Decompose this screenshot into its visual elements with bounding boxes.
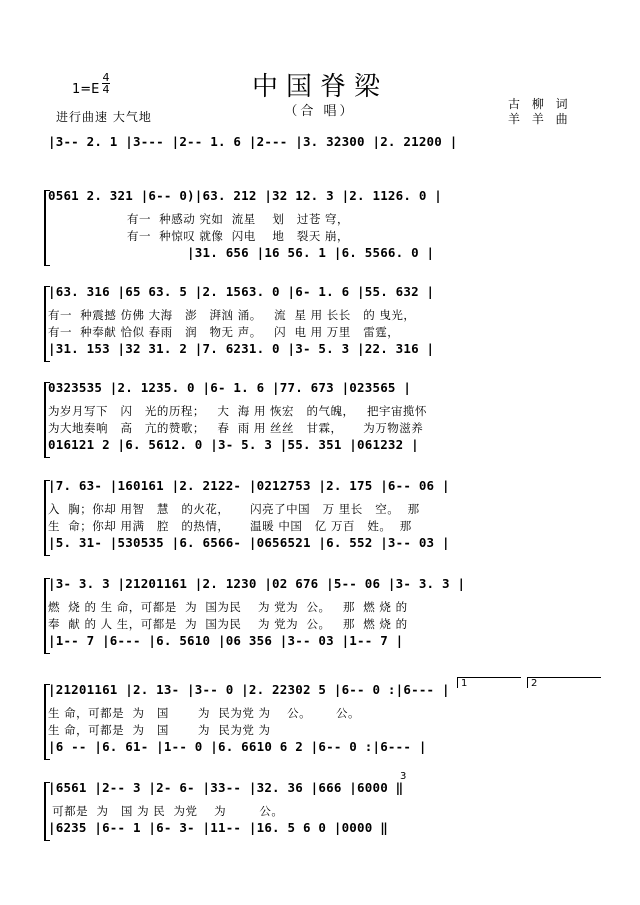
- composer-credit: 羊 羊 曲: [508, 112, 572, 126]
- key-signature: 1=E: [72, 82, 100, 97]
- lyric-line: 有一 种震撼 仿佛 大海 澎 湃汹 涌。 流 星 用 长长 的 曳光，: [48, 308, 416, 322]
- time-bottom: 4: [102, 83, 110, 96]
- notation-line: |31. 153 |32 31. 2 |7. 6231. 0 |3- 5. 3 |22. 316 |: [48, 341, 435, 356]
- notation-line: |6235 |6-- 1 |6- 3- |11-- |16. 5 6 0 |0000 ‖: [48, 820, 388, 835]
- system-brace: [44, 782, 50, 841]
- volta-second: 2: [527, 677, 601, 688]
- notation-line: |7. 63- |160161 |2. 2122- |0212753 |2. 175 |6-- 06 |: [48, 478, 450, 493]
- system-brace: [44, 190, 50, 266]
- lyric-line: 燃 烧 的 生 命，可都是 为 国为民 为 党为 公。 那 燃 烧 的: [48, 600, 408, 614]
- time-signature: [102, 72, 110, 95]
- lyric-line: 为岁月写下 闪 光的历程； 大 海 用 恢宏 的气魄， 把宇宙揽怀: [48, 404, 427, 418]
- system-brace: [44, 382, 50, 458]
- tempo-marking: 进行曲速 大气地: [56, 110, 152, 124]
- notation-line: |6 -- |6. 61- |1-- 0 |6. 6610 6 2 |6-- 0 :|6--- |: [48, 739, 427, 754]
- lyric-line: 入 胸；你却 用智 慧 的火花， 闪亮了中国 万 里长 空。 那: [48, 502, 420, 516]
- notation-line: |21201161 |2. 13- |3-- 0 |2. 22302 5 |6-- 0 :|6--- |: [48, 682, 450, 697]
- system-brace: [44, 578, 50, 654]
- lyric-line: 可都是 为 国 为 民 为党 为 公。: [48, 804, 284, 818]
- volta-first: 1: [457, 677, 521, 688]
- lyric-line: 生 命；你却 用满 腔 的热情， 温暖 中国 亿 万百 姓。 那: [48, 519, 412, 533]
- notation-line: |5. 31- |530535 |6. 6566- |0656521 |6. 552 |3-- 03 |: [48, 535, 450, 550]
- lyricist-credit: 古 柳 词: [508, 97, 572, 111]
- notation-line: |1-- 7 |6--- |6. 5610 |06 356 |3-- 03 |1-- 7 |: [48, 633, 404, 648]
- lyric-line: 为大地奏响 高 亢的赞歌； 春 雨 用 丝丝 甘霖， 为万物滋养: [48, 421, 424, 435]
- lyric-line: 生 命，可都是 为 国 为 民为党 为 公。 公。: [48, 706, 361, 720]
- notation-line: 016121 2 |6. 5612. 0 |3- 5. 3 |55. 351 |061232 |: [48, 437, 419, 452]
- triplet-mark: 3: [400, 771, 407, 782]
- notation-line: |3- 3. 3 |21201161 |2. 1230 |02 676 |5-- 06 |3- 3. 3 |: [48, 576, 466, 591]
- notation-line: |6561 |2-- 3 |2- 6- |33-- |32. 36 |666 |6000 ‖: [48, 780, 404, 795]
- system-brace: [44, 480, 50, 556]
- time-top: 4: [102, 71, 110, 84]
- lyric-line: 生 命，可都是 为 国 为 民为党 为: [48, 723, 271, 737]
- notation-line: 0323535 |2. 1235. 0 |6- 1. 6 |77. 673 |023565 |: [48, 380, 412, 395]
- notation-line: 0561 2. 321 |6-- 0)|63. 212 |32 12. 3 |2. 1126. 0 |: [48, 188, 443, 203]
- system-brace: [44, 684, 50, 760]
- lyric-line: 奉 献 的 人 生，可都是 为 国为民 为 党为 公。 那 燃 烧 的: [48, 617, 408, 631]
- lyric-line: 有一 种惊叹 就像 闪电 地 裂天 崩，: [48, 229, 349, 243]
- lyric-line: 有一 种感动 究如 流星 划 过苍 穹，: [48, 212, 349, 226]
- notation-line: |63. 316 |65 63. 5 |2. 1563. 0 |6- 1. 6 |55. 632 |: [48, 284, 435, 299]
- notation-line: |31. 656 |16 56. 1 |6. 5566. 0 |: [48, 245, 435, 260]
- system-brace: [44, 286, 50, 362]
- page-title: 中国脊梁: [251, 72, 388, 102]
- subtitle: （合 唱）: [284, 104, 356, 119]
- notation-line: |3-- 2. 1 |3--- |2-- 1. 6 |2--- |3. 3̇2300 |2. 21200 |: [48, 134, 458, 149]
- lyric-line: 有一 种奉献 恰似 春雨 润 物无 声。 闪 电 用 万里 雷霆，: [48, 325, 400, 339]
